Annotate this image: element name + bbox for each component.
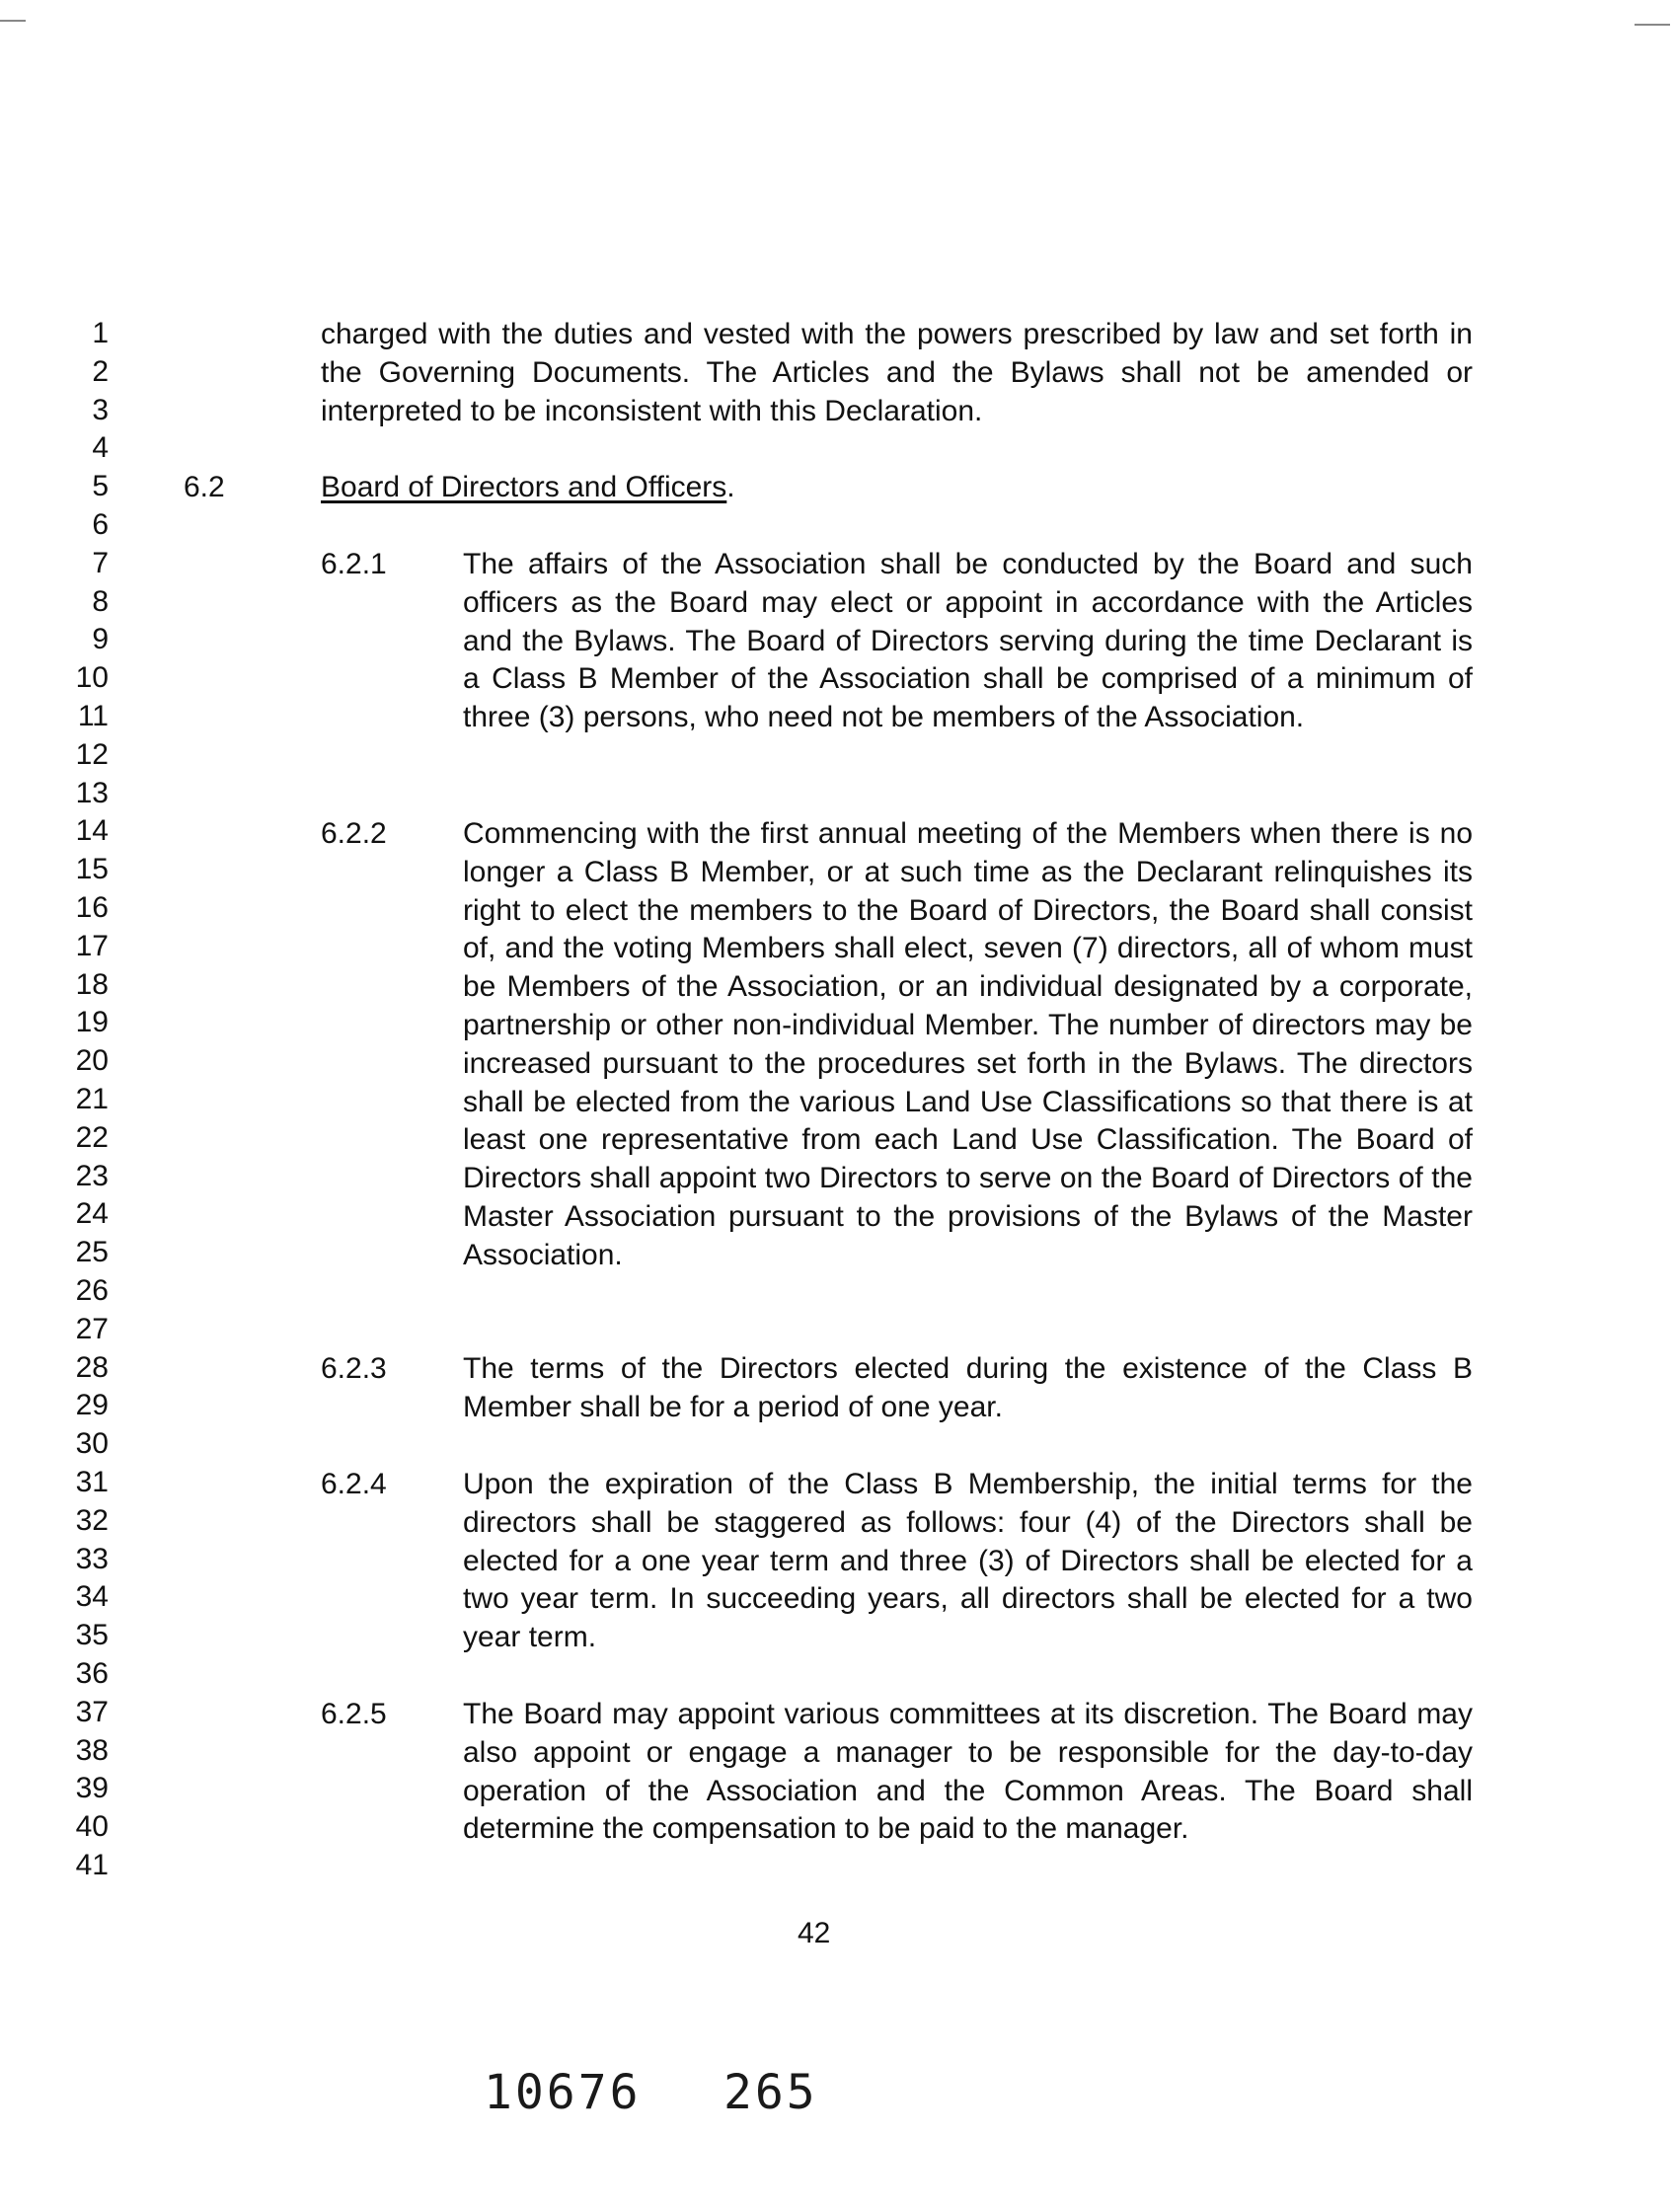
line-number: 40 (75, 1810, 109, 1844)
subsection-text: The Board may appoint various committees at its discretion. The Board may also appoint or engage a manager to be responsible for the day-to-day operation of the Association and the Common Areas. The Board shall determine the compensation to be paid to the manager. (463, 1698, 1473, 1846)
line-number: 24 (75, 1197, 109, 1231)
line-number: 5 (92, 470, 109, 503)
section-title: Board of Directors and Officers (321, 471, 727, 503)
line-number: 2 (92, 354, 109, 388)
line-number: 26 (75, 1274, 109, 1307)
line-number: 12 (75, 737, 109, 771)
recording-book-number: 10676 (484, 2065, 642, 2120)
line-number: 36 (75, 1657, 109, 1690)
line-number: 19 (75, 1006, 109, 1039)
line-number: 22 (75, 1120, 109, 1154)
subsection-text: The terms of the Directors elected during the existence of the Class B Member shall be for a period of one year. (463, 1352, 1473, 1423)
subsection-text: Commencing with the first annual meeting of the Members when there is no longer a Class B Member, or at such time as the Declarant relinquishes its right to elect the members to the Board of Directors, the Board shall consist of, and the voting Members shall elect, seven (7) directors, all of whom must be Members of the Association, or an individual designated by a corporate, partnership or other non-individual Member. The number of directors may be increased pursuant to the procedures set forth in the Bylaws. The directors shall be elected from the various Land Use Classifications so that there is at least one representative from each Land Use Classification. The Board of Directors shall appoint two Directors to serve on the Board of Directors of the Master Association pursuant to the provisions of the Bylaws of the Master Association. (463, 817, 1473, 1271)
line-number: 3 (92, 393, 109, 426)
section-title-suffix: . (726, 471, 735, 503)
line-number: 33 (75, 1542, 109, 1575)
line-number: 1 (92, 317, 109, 349)
line-number: 16 (75, 891, 109, 924)
line-number: 17 (75, 929, 109, 962)
line-number: 13 (75, 776, 109, 809)
subsection-number: 6.2.3 (321, 1352, 387, 1385)
line-number: 38 (75, 1733, 109, 1767)
scan-mark-right (1635, 24, 1670, 26)
subsection-text: The affairs of the Association shall be conducted by the Board and such officers as the Board may elect or appoint in accordance with the Articles and the Bylaws. The Board of Directors serving during the time Declarant is a Class B Member of the Association shall be comprised of a minimum of three (3) persons, who need not be members of the Association. (463, 548, 1473, 734)
line-number: 34 (75, 1580, 109, 1614)
line-number: 7 (92, 546, 109, 579)
line-number: 25 (75, 1236, 109, 1269)
line-number: 23 (75, 1159, 109, 1192)
line-number: 6 (92, 508, 109, 541)
line-number: 37 (75, 1695, 109, 1728)
section-number: 6.2 (184, 471, 225, 503)
line-number: 10 (75, 661, 109, 695)
line-number: 41 (75, 1849, 109, 1881)
line-number: 28 (75, 1350, 109, 1384)
line-number: 29 (75, 1389, 109, 1422)
subsection-number: 6.2.2 (321, 817, 387, 850)
subsection-text: Upon the expiration of the Class B Membership, the initial terms for the directors shall be staggered as follows: four (4) of the Directors shall be elected for a one year term and three (3) of Directors shall be elected for a two year term. In succeeding years, all directors shall be elected for a two year term. (463, 1468, 1473, 1654)
line-number: 31 (75, 1466, 109, 1498)
line-number: 32 (75, 1503, 109, 1537)
line-number: 11 (77, 700, 109, 732)
line-number: 9 (92, 623, 109, 656)
line-number: 14 (75, 814, 109, 848)
page-number: 42 (798, 1917, 831, 1949)
line-number: 35 (75, 1619, 109, 1652)
line-number: 27 (75, 1312, 109, 1345)
section-heading (321, 469, 735, 506)
line-number: 20 (75, 1044, 109, 1078)
line-number: 18 (75, 967, 109, 1001)
line-number: 15 (75, 853, 109, 886)
subsection-number: 6.2.1 (321, 548, 387, 580)
subsection-number: 6.2.5 (321, 1698, 387, 1730)
line-number: 21 (75, 1083, 109, 1115)
intro-paragraph: charged with the duties and vested with the powers prescribed by law and set forth in the Governing Documents. The Articles and the Bylaws shall not be amended or interpreted to be inconsistent with this Declaration. (321, 318, 1473, 427)
recording-page-number: 265 (723, 2065, 818, 2120)
scan-mark-left (0, 20, 26, 22)
line-number: 4 (92, 431, 109, 465)
line-number: 39 (75, 1772, 109, 1805)
line-number: 8 (92, 584, 109, 618)
line-number: 30 (75, 1427, 109, 1461)
subsection-number: 6.2.4 (321, 1468, 387, 1500)
